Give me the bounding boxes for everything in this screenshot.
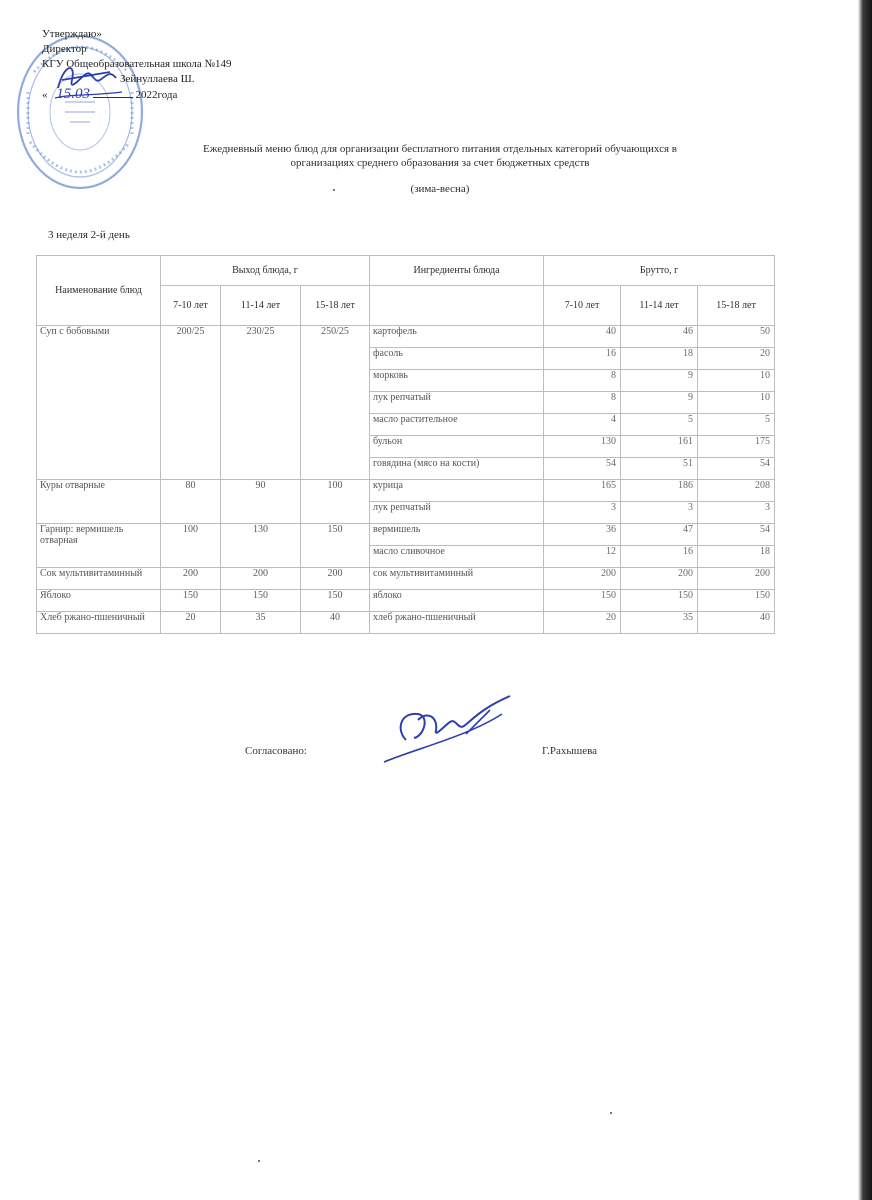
gross-weight-cell: 36 xyxy=(544,524,621,546)
gross-weight-cell: 35 xyxy=(621,612,698,634)
scan-speck xyxy=(610,1112,612,1114)
dish-yield-cell: 250/25 xyxy=(301,326,370,480)
gross-weight-cell: 3 xyxy=(621,502,698,524)
dish-yield-cell: 200/25 xyxy=(161,326,221,480)
dish-yield-cell: 200 xyxy=(221,568,301,590)
gross-weight-cell: 150 xyxy=(698,590,775,612)
menu-table-body xyxy=(37,326,775,634)
header-gross-7-10: 7-10 лет xyxy=(544,286,621,326)
approval-block xyxy=(42,27,232,103)
gross-weight-cell: 3 xyxy=(544,502,621,524)
ingredient-name: курица xyxy=(370,480,544,502)
date-prefix: « xyxy=(42,89,48,101)
dish-yield-cell: 100 xyxy=(161,524,221,568)
ingredient-name: лук репчатый xyxy=(370,392,544,414)
dish-yield-cell: 150 xyxy=(301,524,370,568)
gross-weight-cell: 10 xyxy=(698,370,775,392)
dish-yield-cell: 100 xyxy=(301,480,370,524)
gross-weight-cell: 47 xyxy=(621,524,698,546)
gross-weight-cell: 40 xyxy=(698,612,775,634)
dish-yield-cell: 20 xyxy=(161,612,221,634)
table-row xyxy=(37,480,775,502)
gross-weight-cell: 18 xyxy=(698,546,775,568)
gross-weight-cell: 186 xyxy=(621,480,698,502)
dish-yield-cell: 150 xyxy=(301,590,370,612)
dish-yield-cell: 200 xyxy=(301,568,370,590)
title-line-1: Ежедневный меню блюд для организации бесплатного питания отдельных категорий обучающихся в xyxy=(203,143,677,155)
gross-weight-cell: 8 xyxy=(544,370,621,392)
gross-weight-cell: 3 xyxy=(698,502,775,524)
header-yield-11-14: 11-14 лет xyxy=(221,286,301,326)
ingredient-name: хлеб ржано-пшеничный xyxy=(370,612,544,634)
dish-name: Суп с бобовыми xyxy=(37,326,161,480)
ingredient-name: лук репчатый xyxy=(370,502,544,524)
header-gross-15-18: 15-18 лет xyxy=(698,286,775,326)
gross-weight-cell: 200 xyxy=(544,568,621,590)
table-row xyxy=(37,590,775,612)
header-yield-7-10: 7-10 лет xyxy=(161,286,221,326)
dish-name: Куры отварные xyxy=(37,480,161,524)
season-label: (зима-весна) xyxy=(410,183,470,195)
table-row xyxy=(37,612,775,634)
dish-yield-cell: 130 xyxy=(221,524,301,568)
ingredient-name: фасоль xyxy=(370,348,544,370)
gross-weight-cell: 18 xyxy=(621,348,698,370)
gross-weight-cell: 54 xyxy=(544,458,621,480)
gross-weight-cell: 54 xyxy=(698,524,775,546)
school-name: КГУ Общеобразовательная школа №149 xyxy=(42,58,232,70)
ingredient-name: масло сливочное xyxy=(370,546,544,568)
header-ingredient-blank xyxy=(370,286,544,326)
gross-weight-cell: 54 xyxy=(698,458,775,480)
scan-speck xyxy=(258,1160,260,1162)
header-ingredients: Ингредиенты блюда xyxy=(370,256,544,286)
header-gross-11-14: 11-14 лет xyxy=(621,286,698,326)
scan-dark-edge xyxy=(858,0,872,1200)
gross-weight-cell: 46 xyxy=(621,326,698,348)
dish-yield-cell: 150 xyxy=(161,590,221,612)
header-yield-15-18: 15-18 лет xyxy=(301,286,370,326)
ingredient-name: картофель xyxy=(370,326,544,348)
gross-weight-cell: 165 xyxy=(544,480,621,502)
dish-yield-cell: 200 xyxy=(161,568,221,590)
agreement-signature-icon xyxy=(378,690,518,770)
approval-year: 2022года xyxy=(135,89,178,101)
week-day-label: 3 неделя 2-й день xyxy=(48,229,130,241)
dish-yield-cell: 90 xyxy=(221,480,301,524)
gross-weight-cell: 16 xyxy=(544,348,621,370)
gross-weight-cell: 5 xyxy=(698,414,775,436)
dish-name: Сок мультивитаминный xyxy=(37,568,161,590)
ingredient-name: морковь xyxy=(370,370,544,392)
gross-weight-cell: 200 xyxy=(621,568,698,590)
document-title xyxy=(120,142,760,196)
gross-weight-cell: 130 xyxy=(544,436,621,458)
ingredient-name: масло растительное xyxy=(370,414,544,436)
ingredient-name: вермишель xyxy=(370,524,544,546)
gross-weight-cell: 16 xyxy=(621,546,698,568)
dish-name: Гарнир: вермишель отварная xyxy=(37,524,161,568)
gross-weight-cell: 175 xyxy=(698,436,775,458)
ingredient-name: бульон xyxy=(370,436,544,458)
ingredient-name: яблоко xyxy=(370,590,544,612)
ingredient-name: сок мультивитаминный xyxy=(370,568,544,590)
dish-name: Хлеб ржано-пшеничный xyxy=(37,612,161,634)
agreed-label: Согласовано: xyxy=(245,745,307,757)
gross-weight-cell: 10 xyxy=(698,392,775,414)
agreed-name: Г.Рахышева xyxy=(542,745,598,757)
dish-yield-cell: 35 xyxy=(221,612,301,634)
gross-weight-cell: 208 xyxy=(698,480,775,502)
gross-weight-cell: 40 xyxy=(544,326,621,348)
gross-weight-cell: 150 xyxy=(544,590,621,612)
approved-label: Утверждаю» xyxy=(42,28,102,40)
scan-speck xyxy=(333,189,335,191)
gross-weight-cell: 20 xyxy=(544,612,621,634)
table-row xyxy=(37,326,775,348)
gross-weight-cell: 200 xyxy=(698,568,775,590)
menu-table xyxy=(36,255,775,634)
gross-weight-cell: 4 xyxy=(544,414,621,436)
gross-weight-cell: 12 xyxy=(544,546,621,568)
header-gross: Брутто, г xyxy=(544,256,775,286)
director-label: Директор xyxy=(42,43,87,55)
date-value: 15.03 xyxy=(56,86,90,102)
gross-weight-cell: 50 xyxy=(698,326,775,348)
dish-yield-cell: 40 xyxy=(301,612,370,634)
gross-weight-cell: 51 xyxy=(621,458,698,480)
dish-yield-cell: 80 xyxy=(161,480,221,524)
gross-weight-cell: 9 xyxy=(621,392,698,414)
gross-weight-cell: 8 xyxy=(544,392,621,414)
header-yield: Выход блюда, г xyxy=(161,256,370,286)
dish-yield-cell: 150 xyxy=(221,590,301,612)
gross-weight-cell: 150 xyxy=(621,590,698,612)
ingredient-name: говядина (мясо на кости) xyxy=(370,458,544,480)
dish-yield-cell: 230/25 xyxy=(221,326,301,480)
gross-weight-cell: 9 xyxy=(621,370,698,392)
gross-weight-cell: 161 xyxy=(621,436,698,458)
table-row xyxy=(37,524,775,546)
header-dish: Наименование блюд xyxy=(37,256,161,326)
title-line-2: организациях среднего образования за счет бюджетных средств xyxy=(290,157,590,169)
signer-name: Зейнуллаева Ш. xyxy=(120,73,195,85)
gross-weight-cell: 5 xyxy=(621,414,698,436)
table-row xyxy=(37,568,775,590)
dish-name: Яблоко xyxy=(37,590,161,612)
gross-weight-cell: 20 xyxy=(698,348,775,370)
